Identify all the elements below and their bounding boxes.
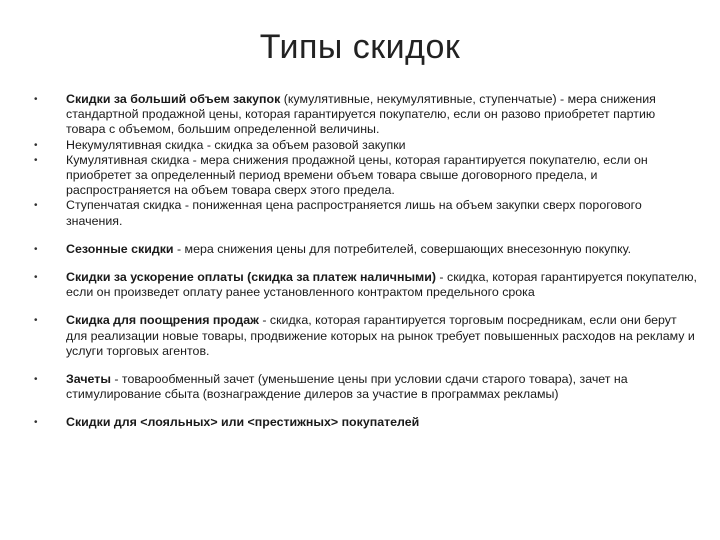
item-heading: Скидка для поощрения продаж <box>66 313 259 328</box>
bullet-icon: • <box>34 94 38 105</box>
list-item-quantity-discounts <box>34 92 698 138</box>
item-text: Ступенчатая скидка - пониженная цена распространяется лишь на объем закупки сверх порогового значения. <box>66 198 642 228</box>
list-item-seasonal <box>34 242 698 257</box>
bullet-icon: • <box>34 417 38 429</box>
bullet-icon: • <box>34 139 38 151</box>
spacer <box>34 229 698 242</box>
item-text: - товарообменный зачет (уменьшение цены при условии сдачи старого товара), зачет на стимулирование сбыта (вознаграждение дилеров за участие в программах рекламы) <box>66 372 628 402</box>
item-heading: Скидки за больший объем закупок <box>66 92 281 106</box>
item-heading: Сезонные скидки <box>66 241 174 256</box>
item-heading: Зачеты <box>66 372 111 387</box>
list-item-loyal <box>34 415 698 430</box>
spacer <box>34 257 698 270</box>
item-text: Кумулятивная скидка - мера снижения продажной цены, которая гарантируется покупателю, если он приобретет за определенный период времени объем товара свыше договорного предела, и распространяется на объем товара сверх этого предела. <box>66 152 648 198</box>
bullet-icon: • <box>34 315 38 327</box>
slide-title: Типы скидок <box>259 28 461 66</box>
bullet-list <box>34 92 698 431</box>
list-item-payment <box>34 270 698 300</box>
bullet-icon: • <box>34 272 38 284</box>
spacer <box>34 359 698 372</box>
spacer <box>34 402 698 415</box>
bullet-icon: • <box>34 200 38 212</box>
item-heading: Скидки для <лояльных> или <престижных> покупателей <box>66 415 420 430</box>
spacer <box>34 300 698 313</box>
list-item-stepped <box>34 198 698 228</box>
list-item-promotion <box>34 313 698 359</box>
bullet-icon: • <box>34 374 38 386</box>
item-text: - скидка, которая гарантируется торговым посредникам, если они берут для реализации новые товары, продвижение которых на рынок требует повышенных расходов на рекламу и услуги торговых агентов. <box>66 313 695 358</box>
item-heading: Скидки за ускорение оплаты (скидка за платеж наличными) <box>66 270 436 285</box>
item-text: - скидка, которая гарантируется покупателю, если он произведет оплату ранее установленного контрактом предельного срока <box>66 270 697 300</box>
list-item-offsets <box>34 372 698 402</box>
item-text: Некумулятивная скидка - скидка за объем разовой закупки <box>66 137 406 152</box>
list-item-cumulative <box>34 153 698 199</box>
list-item-noncumulative <box>34 138 698 153</box>
bullet-icon: • <box>34 243 38 255</box>
bullet-icon: • <box>34 154 38 166</box>
item-text: (кумулятивные, некумулятивные, ступенчатые) - мера снижения стандартной продажной цены, которая гарантируется покупателю, если он разово приобретет партию товара с объемом, большим определенной величины. <box>66 92 656 137</box>
item-text: - мера снижения цены для потребителей, совершающих внесезонную покупку. <box>173 241 632 256</box>
